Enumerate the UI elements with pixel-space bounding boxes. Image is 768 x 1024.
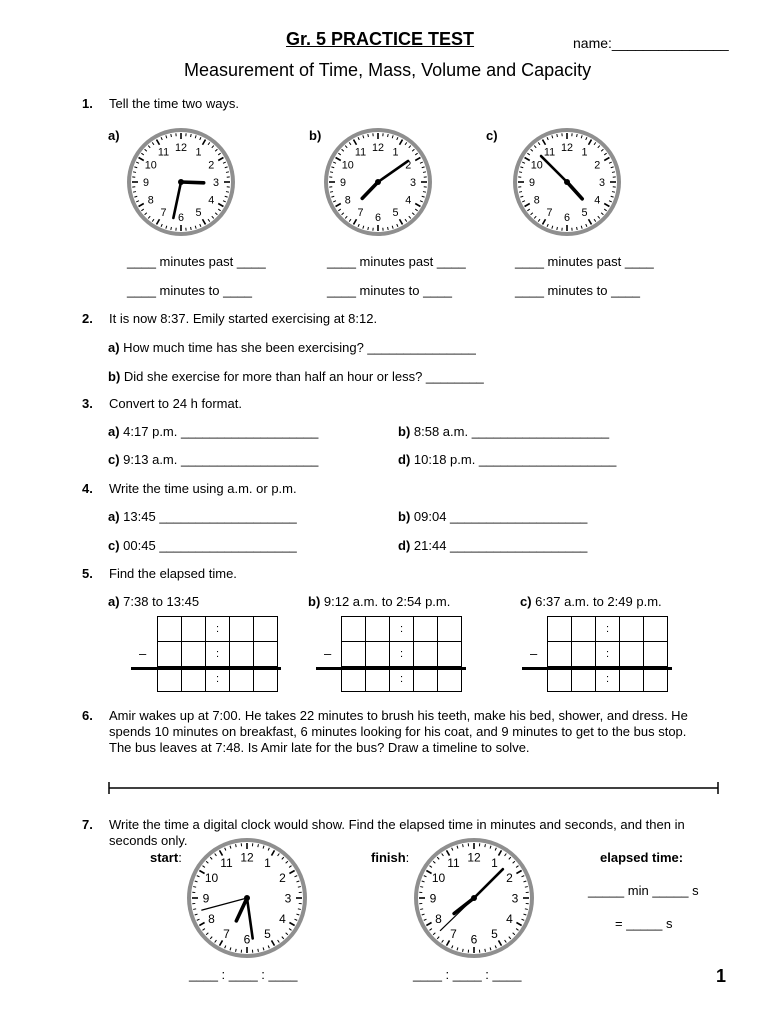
clock-numeral: 3	[409, 176, 417, 189]
answer-line-minutes-past: ____ minutes past ____	[127, 254, 266, 269]
question-number: 5.	[82, 566, 93, 581]
sub-question-b: b) 8:58 a.m. ___________________	[398, 424, 610, 439]
sub-question-a: a) 4:17 p.m. ___________________	[108, 424, 319, 439]
analog-clock-a	[125, 126, 237, 238]
clock-tick	[612, 172, 615, 173]
elapsed-seconds-line: = _____ s	[615, 916, 673, 931]
sum-line	[316, 667, 466, 670]
answer-line-minutes-to: ____ minutes to ____	[127, 283, 253, 298]
clock-numeral: 10	[431, 870, 446, 885]
sub-question-a: a) 13:45 ___________________	[108, 509, 297, 524]
clock-numeral: 6	[470, 932, 478, 947]
clock-tick	[298, 887, 301, 888]
question-number: 3.	[82, 396, 93, 411]
question-number: 7.	[82, 817, 93, 832]
clock-numeral: 11	[447, 855, 460, 870]
clock-numeral: 12	[174, 141, 188, 154]
clock-tick	[236, 844, 237, 847]
timeline	[108, 782, 720, 794]
clock-numeral: 4	[405, 194, 412, 207]
clock-tick	[171, 227, 172, 230]
clock-tick	[133, 172, 136, 173]
clock-numeral: 8	[533, 194, 540, 207]
name-field-label: name:_______________	[573, 35, 729, 51]
clock-numeral: 3	[511, 891, 519, 906]
analog-clock-start	[185, 836, 309, 960]
question-number: 2.	[82, 311, 93, 326]
clock-numeral: 1	[491, 855, 498, 870]
clock-numeral: 6	[243, 932, 251, 947]
clock-numeral: 3	[284, 891, 292, 906]
clock-tick	[226, 172, 229, 173]
digital-time-blank: ____ : ____ : ____	[189, 967, 298, 982]
minus-sign: –	[530, 646, 538, 661]
minus-sign: –	[324, 646, 332, 661]
question-text: Tell the time two ways.	[109, 96, 240, 111]
clock-numeral: 7	[450, 926, 457, 941]
question-text-line: The bus leaves at 7:48. Is Amir late for the bus? Draw a timeline to solve.	[109, 740, 530, 755]
clock-numeral: 8	[435, 911, 442, 926]
clock-tick	[368, 134, 369, 137]
clock-numeral: 7	[223, 926, 230, 941]
clock-numeral: 4	[594, 194, 601, 207]
page-title: Gr. 5 PRACTICE TEST	[286, 29, 475, 49]
clock-tick	[557, 134, 558, 137]
clock-numeral: 2	[405, 159, 412, 172]
clock-numeral: 5	[392, 207, 399, 220]
clock-numeral: 10	[530, 159, 543, 172]
clock-numeral: 9	[528, 176, 536, 189]
sub-question-c: c) 6:37 a.m. to 2:49 p.m.	[520, 594, 662, 609]
clock-numeral: 8	[147, 194, 154, 207]
clock-numeral: 4	[506, 911, 513, 926]
sub-question-d: d) 21:44 ___________________	[398, 538, 588, 553]
clock-tick	[330, 172, 333, 173]
question-text-line: Amir wakes up at 7:00. He takes 22 minutes to brush his teeth, make his bed, shower, and dress. He	[109, 708, 688, 723]
sub-question-c: c) 00:45 ___________________	[108, 538, 297, 553]
question-text-line: spends 10 minutes on breakfast, 6 minutes looking for his coat, and 9 minutes to get to the bus stop.	[109, 724, 687, 739]
answer-line-minutes-to: ____ minutes to ____	[515, 283, 641, 298]
clock-numeral: 6	[563, 211, 571, 224]
page-number: 1	[716, 966, 727, 986]
clock-numeral: 6	[374, 211, 382, 224]
clock-numeral: 12	[560, 141, 574, 154]
clock-numeral: 8	[344, 194, 351, 207]
question-text-line: seconds only.	[109, 833, 188, 848]
clock-tick	[463, 844, 464, 847]
clock-tick	[191, 134, 192, 137]
clock-tick	[423, 192, 426, 193]
answer-line-minutes-past: ____ minutes past ____	[515, 254, 654, 269]
answer-line-minutes-past: ____ minutes past ____	[327, 254, 466, 269]
clock-tick	[612, 192, 615, 193]
clock-numeral: 5	[581, 207, 588, 220]
clock-numeral: 10	[341, 159, 354, 172]
start-label: start:	[150, 850, 182, 865]
clock-numeral: 2	[594, 159, 601, 172]
clock-numeral: 5	[491, 926, 498, 941]
clock-numeral: 3	[212, 176, 220, 189]
question-text-line: Write the time a digital clock would show. Find the elapsed time in minutes and seconds, and then in	[109, 817, 685, 832]
clock-tick	[193, 887, 196, 888]
clock-numeral: 4	[279, 911, 286, 926]
question-number: 4.	[82, 481, 93, 496]
clock-numeral: 5	[195, 207, 202, 220]
sum-line	[131, 667, 281, 670]
question-text: Find the elapsed time.	[109, 566, 237, 581]
clock-numeral: 11	[157, 146, 170, 159]
clock-tick	[191, 227, 192, 230]
clock-numeral: 9	[202, 891, 210, 906]
clock-label: b)	[309, 128, 322, 143]
clock-tick	[423, 172, 426, 173]
clock-center	[471, 895, 477, 901]
clock-tick	[226, 192, 229, 193]
clock-tick	[485, 844, 486, 847]
clock-numeral: 6	[177, 211, 185, 224]
clock-tick	[133, 192, 136, 193]
elapsed-time-label: elapsed time:	[600, 850, 684, 865]
clock-numeral: 7	[546, 207, 553, 220]
clock-numeral: 9	[142, 176, 150, 189]
clock-center	[244, 895, 250, 901]
clock-numeral: 1	[392, 146, 399, 159]
clock-center	[564, 179, 570, 185]
clock-numeral: 1	[264, 855, 271, 870]
clock-label: a)	[108, 128, 120, 143]
clock-numeral: 4	[208, 194, 215, 207]
clock-numeral: 8	[208, 911, 215, 926]
clock-label: c)	[486, 128, 498, 143]
hour-hand	[181, 182, 204, 183]
clock-tick	[519, 172, 522, 173]
clock-tick	[463, 949, 464, 952]
clock-tick	[485, 949, 486, 952]
clock-numeral: 1	[195, 146, 202, 159]
clock-tick	[236, 949, 237, 952]
clock-tick	[298, 909, 301, 910]
clock-tick	[171, 134, 172, 137]
finish-label: finish:	[371, 850, 410, 865]
clock-tick	[577, 227, 578, 230]
clock-center	[178, 179, 184, 185]
clock-tick	[388, 227, 389, 230]
page-subtitle: Measurement of Time, Mass, Volume and Capacity	[184, 60, 592, 80]
clock-numeral: 7	[357, 207, 364, 220]
clock-tick	[420, 887, 423, 888]
question-number: 1.	[82, 96, 93, 111]
clock-tick	[420, 909, 423, 910]
clock-tick	[258, 844, 259, 847]
clock-tick	[330, 192, 333, 193]
clock-numeral: 12	[467, 850, 481, 865]
clock-numeral: 10	[204, 870, 219, 885]
clock-numeral: 3	[598, 176, 606, 189]
clock-tick	[388, 134, 389, 137]
clock-tick	[577, 134, 578, 137]
sub-question-b: b) 9:12 a.m. to 2:54 p.m.	[308, 594, 451, 609]
minus-sign: –	[139, 646, 147, 661]
clock-numeral: 2	[279, 870, 286, 885]
clock-center	[375, 179, 381, 185]
clock-tick	[519, 192, 522, 193]
clock-numeral: 5	[264, 926, 271, 941]
clock-tick	[525, 887, 528, 888]
clock-tick	[368, 227, 369, 230]
clock-numeral: 7	[160, 207, 167, 220]
clock-numeral: 11	[543, 146, 556, 159]
clock-tick	[193, 909, 196, 910]
clock-numeral: 11	[354, 146, 367, 159]
digital-time-blank: ____ : ____ : ____	[413, 967, 522, 982]
elapsed-min-sec-line: _____ min _____ s	[588, 883, 699, 898]
clock-tick	[525, 909, 528, 910]
sub-question-b: b) 09:04 ___________________	[398, 509, 588, 524]
sub-question-b: b) Did she exercise for more than half an hour or less? ________	[108, 369, 484, 384]
clock-numeral: 2	[208, 159, 215, 172]
sub-question-d: d) 10:18 p.m. ___________________	[398, 452, 617, 467]
answer-line-minutes-to: ____ minutes to ____	[327, 283, 453, 298]
sub-question-a: a) How much time has she been exercising? _______________	[108, 340, 476, 355]
clock-numeral: 12	[240, 850, 254, 865]
clock-numeral: 9	[339, 176, 347, 189]
sum-line	[522, 667, 672, 670]
question-text: It is now 8:37. Emily started exercising at 8:12.	[109, 311, 378, 326]
clock-numeral: 10	[144, 159, 157, 172]
analog-clock-c	[511, 126, 623, 238]
clock-tick	[258, 949, 259, 952]
clock-tick	[557, 227, 558, 230]
sub-question-a: a) 7:38 to 13:45	[108, 594, 200, 609]
analog-clock-b	[322, 126, 434, 238]
question-text: Write the time using a.m. or p.m.	[109, 481, 297, 496]
question-number: 6.	[82, 708, 93, 723]
clock-numeral: 1	[581, 146, 588, 159]
analog-clock-finish	[412, 836, 536, 960]
clock-numeral: 2	[506, 870, 513, 885]
sub-question-c: c) 9:13 a.m. ___________________	[108, 452, 319, 467]
clock-numeral: 11	[220, 855, 233, 870]
question-text: Convert to 24 h format.	[109, 396, 242, 411]
clock-numeral: 12	[371, 141, 385, 154]
clock-numeral: 9	[429, 891, 437, 906]
